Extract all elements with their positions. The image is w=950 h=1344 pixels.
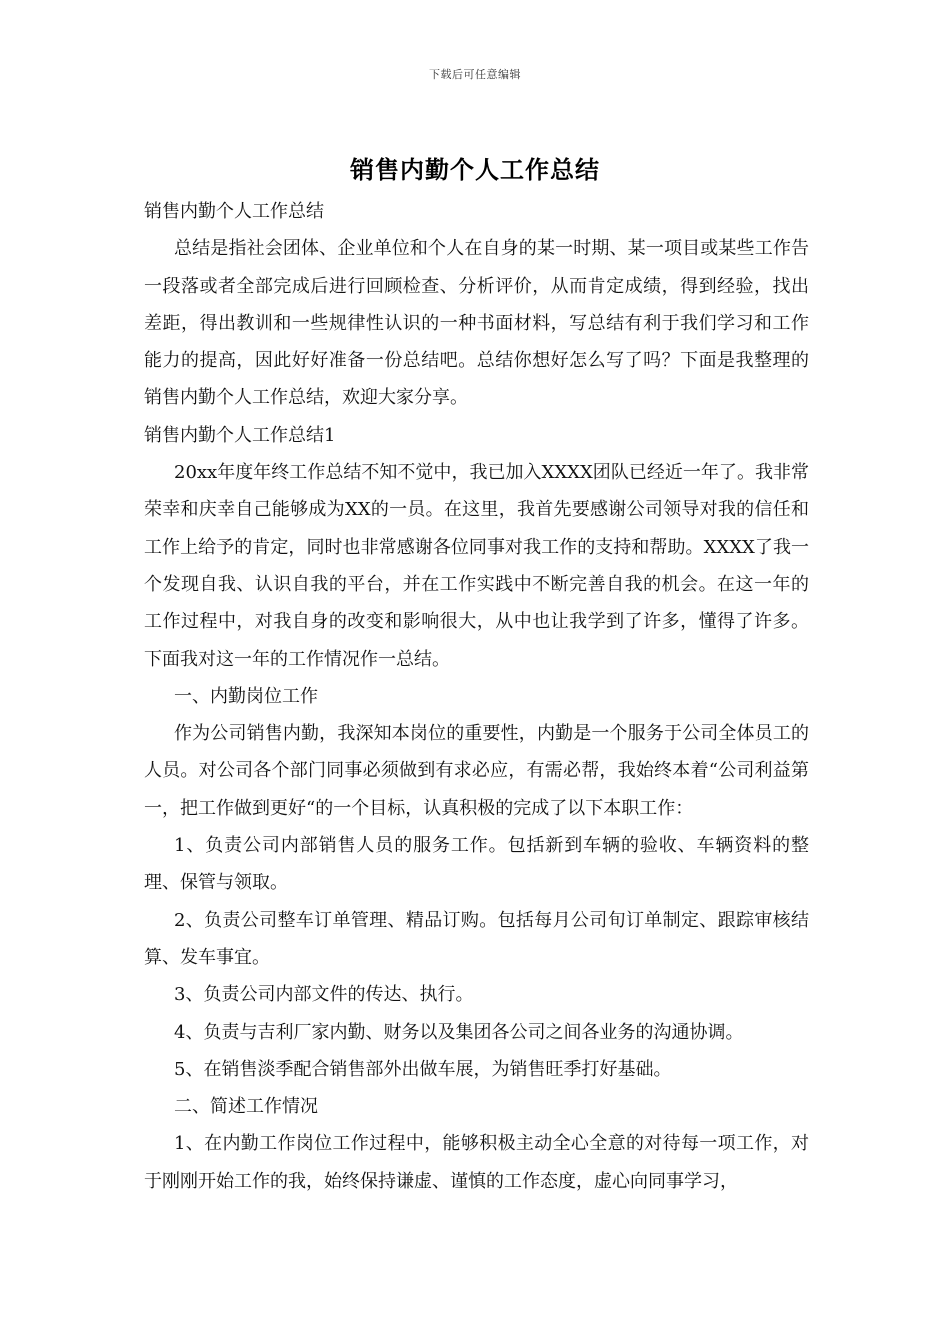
paragraph: 20xx年度年终工作总结不知不觉中，我已加入XXXX团队已经近一年了。我非常荣幸和庆幸自己能够成为XX的一员。在这里，我首先要感谢公司领导对我的信任和工作上给予的肯定，同时也非常感谢各位同事对我工作的支持和帮助。XXXX了我一个发现自我、认识自我的平台，并在工作实践中不断完善自我的机会。在这一年的工作过程中，对我自身的改变和影响很大，从中也让我学到了许多，懂得了许多。下面我对这一年的工作情况作一总结。 (144, 462, 809, 670)
list-item: 4、负责与吉利厂家内勤、财务以及集团各公司之间各业务的沟通协调。 (174, 1021, 744, 1043)
list-item: 1、负责公司内部销售人员的服务工作。包括新到车辆的验收、车辆资料的整理、保管与领取。 (144, 835, 809, 894)
document-title: 销售内勤个人工作总结 (350, 155, 600, 184)
paragraph: 作为公司销售内勤，我深知本岗位的重要性，内勤是一个服务于公司全体员工的人员。对公司各个部门同事必须做到有求必应，有需必帮，我始终本着“公司利益第一，把工作做到更好“的一个目标，认真积极的完成了以下本职工作： (144, 723, 809, 819)
list-item: 3、负责公司内部文件的传达、执行。 (174, 984, 474, 1006)
header-note: 下载后可任意编辑 (429, 68, 521, 81)
section-heading: 一、内勤岗位工作 (174, 685, 318, 707)
section-heading: 二、简述工作情况 (174, 1096, 318, 1118)
paragraph: 1、在内勤工作岗位工作过程中，能够积极主动全心全意的对待每一项工作，对于刚刚开始工作的我，始终保持谦虚、谨慎的工作态度，虚心向同事学习， (144, 1133, 809, 1192)
paragraph: 销售内勤个人工作总结1 (144, 424, 336, 446)
paragraph: 总结是指社会团体、企业单位和个人在自身的某一时期、某一项目或某些工作告一段落或者全部完成后进行回顾检查、分析评价，从而肯定成绩，得到经验，找出差距，得出教训和一些规律性认识的一种书面材料，写总结有利于我们学习和工作能力的提高，因此好好准备一份总结吧。总结你想好怎么写了吗？下面是我整理的销售内勤个人工作总结，欢迎大家分享。 (144, 238, 809, 409)
list-item: 5、在销售淡季配合销售部外出做车展，为销售旺季打好基础。 (174, 1058, 672, 1080)
paragraph: 销售内勤个人工作总结 (144, 201, 324, 222)
document-body (144, 193, 809, 1200)
list-item: 2、负责公司整车订单管理、精品订购。包括每月公司旬订单制定、跟踪审核结算、发车事宜。 (144, 909, 809, 968)
